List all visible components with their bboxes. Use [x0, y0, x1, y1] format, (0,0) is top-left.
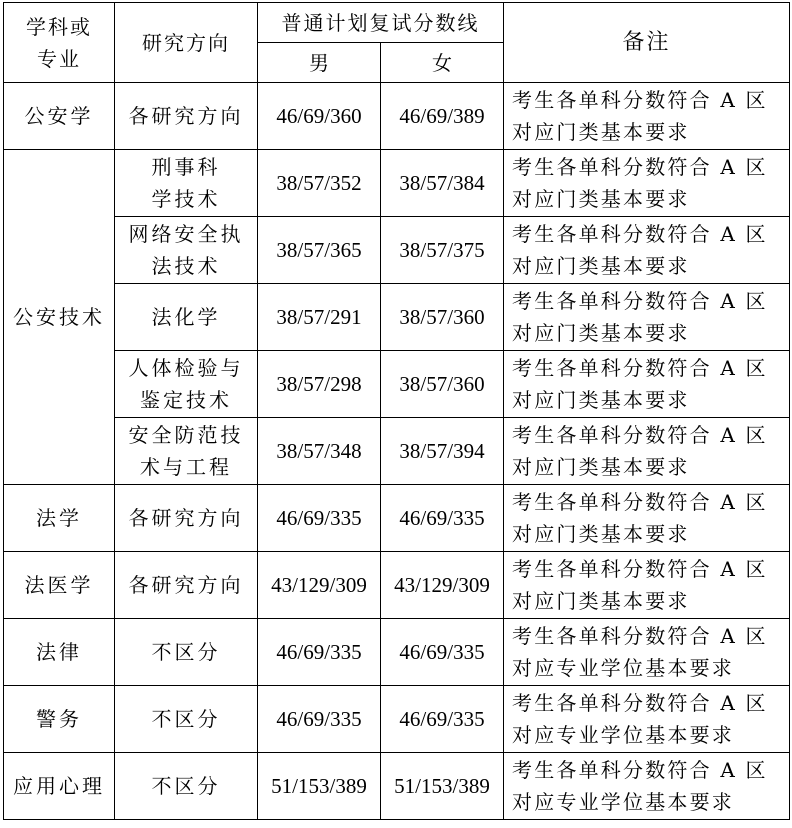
table-row: [4, 686, 790, 753]
note-cell: [504, 686, 790, 753]
female-score: 46/69/335: [381, 619, 504, 686]
direction-cell: 各研究方向: [115, 552, 258, 619]
female-score: 38/57/360: [381, 284, 504, 351]
note-cell: [504, 753, 790, 820]
note-line: 考生各单科分数符合 A 区: [512, 155, 768, 179]
score-table: [3, 2, 790, 820]
header-female: 女: [381, 43, 504, 83]
note-line: 考生各单科分数符合 A 区: [512, 289, 768, 313]
direction-cell: 各研究方向: [115, 485, 258, 552]
direction-cell: 各研究方向: [115, 83, 258, 150]
direction-line: 网络安全执: [128, 222, 244, 246]
direction-line: 安全防范技: [128, 423, 244, 447]
direction-cell: 法化学: [115, 284, 258, 351]
note-line: 对应门类基本要求: [512, 589, 690, 613]
note-cell: [504, 351, 790, 418]
note-cell: [504, 418, 790, 485]
direction-cell: [115, 217, 258, 284]
female-score: 38/57/394: [381, 418, 504, 485]
note-line: 对应门类基本要求: [512, 254, 690, 278]
note-line: 考生各单科分数符合 A 区: [512, 356, 768, 380]
table-row: [4, 150, 790, 217]
subject-cell: 应用心理: [4, 753, 115, 820]
note-line: 考生各单科分数符合 A 区: [512, 691, 768, 715]
header-subject-line1: 学科或: [26, 14, 92, 39]
header-direction: 研究方向: [115, 3, 258, 83]
subject-cell: 公安学: [4, 83, 115, 150]
table-row: [4, 552, 790, 619]
note-line: 考生各单科分数符合 A 区: [512, 490, 768, 514]
direction-cell: 不区分: [115, 753, 258, 820]
header-subject: [4, 3, 115, 83]
note-line: 考生各单科分数符合 A 区: [512, 557, 768, 581]
note-line: 对应门类基本要求: [512, 321, 690, 345]
table-row: [4, 351, 790, 418]
note-cell: [504, 485, 790, 552]
note-line: 考生各单科分数符合 A 区: [512, 758, 768, 782]
direction-line: 术与工程: [140, 455, 232, 479]
direction-line: 鉴定技术: [140, 388, 232, 412]
table-row: [4, 753, 790, 820]
table-row: [4, 619, 790, 686]
note-line: 对应门类基本要求: [512, 455, 690, 479]
table-row: [4, 83, 790, 150]
female-score: 46/69/335: [381, 686, 504, 753]
male-score: 38/57/291: [258, 284, 381, 351]
female-score: 46/69/389: [381, 83, 504, 150]
male-score: 51/153/389: [258, 753, 381, 820]
subject-cell: 公安技术: [4, 150, 115, 485]
direction-line: 刑事科: [151, 155, 221, 179]
header-plan: 普通计划复试分数线: [258, 3, 504, 43]
header-subject-line2: 专业: [37, 46, 81, 71]
note-line: 对应专业学位基本要求: [512, 790, 734, 814]
note-cell: [504, 552, 790, 619]
male-score: 38/57/348: [258, 418, 381, 485]
female-score: 51/153/389: [381, 753, 504, 820]
female-score: 43/129/309: [381, 552, 504, 619]
male-score: 46/69/335: [258, 686, 381, 753]
note-cell: [504, 150, 790, 217]
female-score: 38/57/375: [381, 217, 504, 284]
note-line: 对应门类基本要求: [512, 388, 690, 412]
header-note: 备注: [504, 3, 790, 83]
direction-cell: [115, 351, 258, 418]
subject-cell: 法律: [4, 619, 115, 686]
table-row: [4, 418, 790, 485]
table-row: [4, 485, 790, 552]
direction-line: 学技术: [151, 187, 221, 211]
male-score: 46/69/335: [258, 619, 381, 686]
male-score: 38/57/298: [258, 351, 381, 418]
note-cell: [504, 619, 790, 686]
direction-cell: [115, 418, 258, 485]
subject-cell: 警务: [4, 686, 115, 753]
table-row: [4, 217, 790, 284]
subject-cell: 法学: [4, 485, 115, 552]
note-line: 对应门类基本要求: [512, 187, 690, 211]
direction-line: 法技术: [151, 254, 221, 278]
female-score: 38/57/360: [381, 351, 504, 418]
direction-cell: [115, 150, 258, 217]
direction-line: 人体检验与: [128, 356, 244, 380]
subject-cell: 法医学: [4, 552, 115, 619]
note-line: 考生各单科分数符合 A 区: [512, 423, 768, 447]
note-cell: [504, 217, 790, 284]
male-score: 46/69/335: [258, 485, 381, 552]
male-score: 38/57/365: [258, 217, 381, 284]
header-male: 男: [258, 43, 381, 83]
female-score: 38/57/384: [381, 150, 504, 217]
note-cell: [504, 83, 790, 150]
note-line: 考生各单科分数符合 A 区: [512, 222, 768, 246]
note-line: 对应门类基本要求: [512, 120, 690, 144]
note-line: 考生各单科分数符合 A 区: [512, 624, 768, 648]
direction-cell: 不区分: [115, 619, 258, 686]
table-row: [4, 284, 790, 351]
male-score: 38/57/352: [258, 150, 381, 217]
female-score: 46/69/335: [381, 485, 504, 552]
male-score: 46/69/360: [258, 83, 381, 150]
note-line: 对应门类基本要求: [512, 522, 690, 546]
note-line: 对应专业学位基本要求: [512, 656, 734, 680]
direction-cell: 不区分: [115, 686, 258, 753]
male-score: 43/129/309: [258, 552, 381, 619]
note-cell: [504, 284, 790, 351]
note-line: 对应专业学位基本要求: [512, 723, 734, 747]
note-line: 考生各单科分数符合 A 区: [512, 88, 768, 112]
